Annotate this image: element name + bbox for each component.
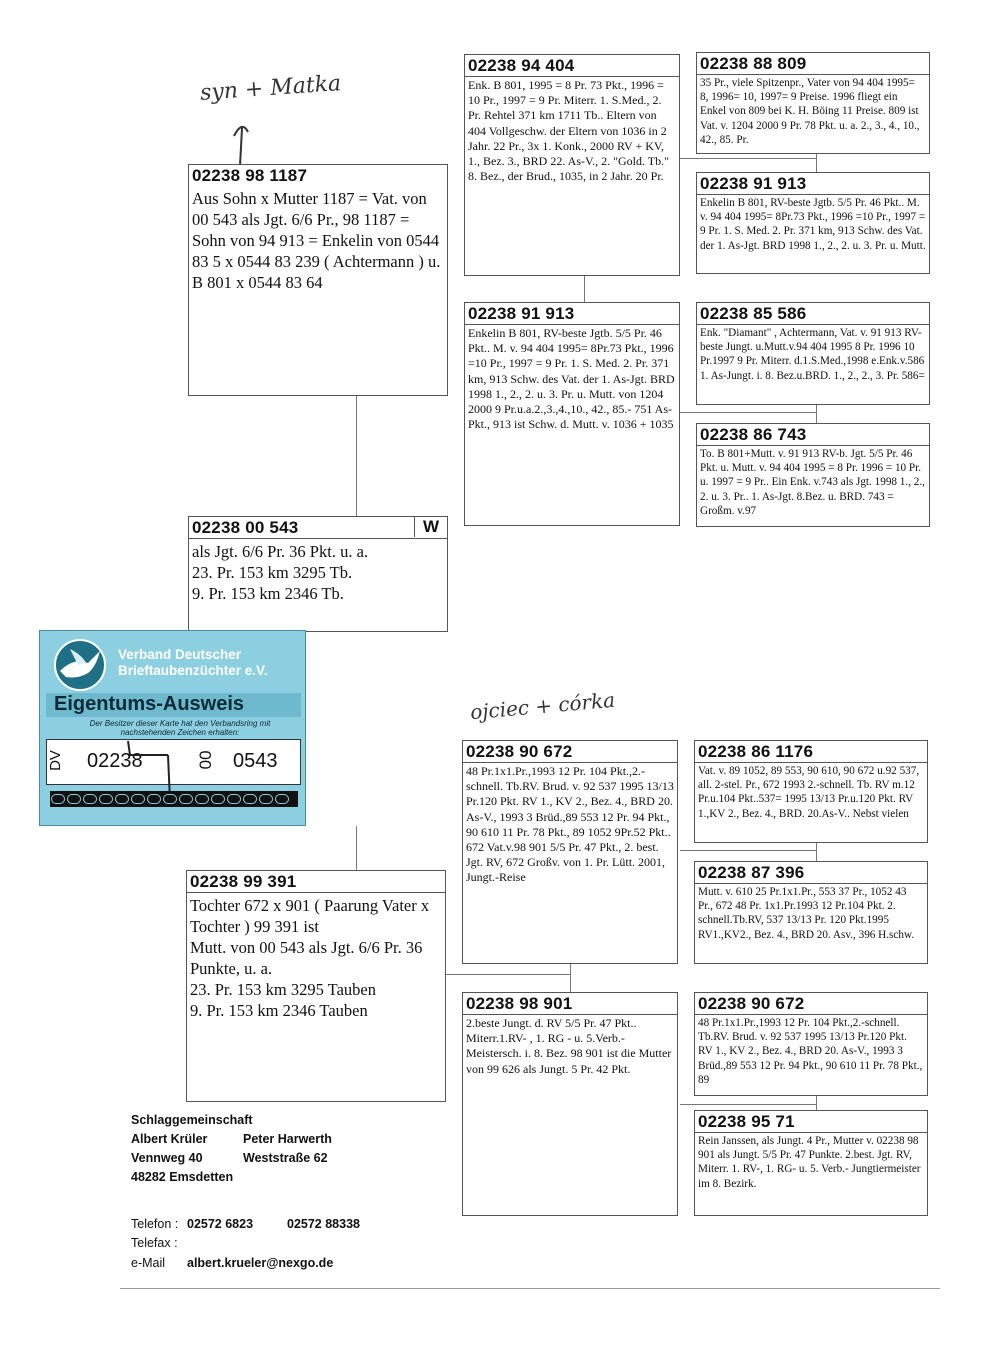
pedigree-sire-of-dam	[462, 740, 678, 964]
pedigree-dam-of-sire	[464, 302, 680, 526]
ring-number: 02238 91 913	[697, 173, 929, 195]
footer-fax-label: Telefax :	[131, 1236, 178, 1250]
footer-name-1: Albert Krüler	[131, 1132, 208, 1146]
pedigree-main-bird	[188, 164, 448, 396]
bird-description: Enk. "Diamant" , Achtermann, Vat. v. 91 913 RV-beste Jungt. u.Mutt.v.94 404 1995 8 Pr. 1996 10 Pr.1997 9 Pr. Miterr. d.1.S.Med.,1998 e.Enk.v.586 1. As-Jungt. i. 8. Bez.u.BRD. 1., 2., 2., 3. Pr. 586=	[700, 327, 925, 382]
bird-description: Aus Sohn x Mutter 1187 = Vat. von 00 543 als Jgt. 6/6 Pr., 98 1187 = Sohn von 94 913 = Enkelin von 0544 83 5 x 0544 83 239 ( Achtermann ) u. B 801 x 0544 83 64	[192, 189, 441, 292]
handwritten-arrow-icon	[228, 118, 258, 168]
sex-badge: W	[414, 517, 447, 537]
bird-description: Enk. B 801, 1995 = 8 Pr. 73 Pkt., 1996 = 10 Pr., 1997 = 9 Pr. Miterr. 1. S.Med., 2. Pr. Rehtel 371 km 1711 Tb.. Eltern von 404 Vollgeschw. der Eltern von 1036 in 2 Jahr. 22 Pr., 3x 1. Konk., 2000 RV + KV, 1., Bez. 3., BRD 22. As-V., 2. "Gold. Tb." 8. Bez., der Brud., 1035, in 2 Jahr. 20 Pr.	[468, 78, 670, 184]
bird-description: To. B 801+Mutt. v. 91 913 RV-b. Jgt. 5/5 Pr. 46 Pkt. u. Mutt. v. 94 404 1995 = 8 Pr. 1996 = 10 Pr. u. 1997 = 9 Pr.. Ein Enk. v.743 als Jgt. 1998 1., 2., 2. u. 3. Pr.. 1. As-Jgt. 8.Bez. u. BRD. 743 = Großm. v.97	[700, 448, 925, 517]
ring-number: 02238 87 396	[695, 862, 927, 884]
bird-description: Enkelin B 801, RV-beste Jgtb. 5/5 Pr. 46 Pkt.. M. v. 94 404 1995= 8Pr.73 Pkt., 1996 =10 Pr., 1997 = 9 Pr. 1. S. Med. 2. Pr. 371 km, 913 Schw. des Vat. der 1. As-Jgt. BRD 1998 1., 2., 2. u. 3. Pr. u. Mutt. von 1204 2000 9 Pr.u.a.2.,3.,4.,10., 42., 85.- 751 As-Pkt., 913 ist Schw. d. Mutt. v. 1036 + 1035	[468, 326, 675, 432]
pedigree-sire-of-sire	[464, 54, 680, 276]
connector-line	[816, 405, 817, 423]
bird-description: Vat. v. 89 1052, 89 553, 90 610, 90 672 u.92 537, all. 2-stel. Pr., 672 1993 2.-schnell. Tb. RV m.12 Pr.u.104 Pkt..537= 1995 13/13 Pr.u.120 Pkt. RV 1.,KV 2., Bez. 4., BRD. 20.As-V.. Nebst vielen	[698, 765, 920, 820]
bird-description: Mutt. v. 610 25 Pr.1x1.Pr., 553 37 Pr., 1052 43 Pr., 672 48 Pr. 1x1.Pr.1993 12 Pr.104 Pkt. 2. schnell.Tb.RV, 537 13/13 Pr. 120 Pkt.1995 RV1.,KV2., Bez. 4., BRD 20. Asv., 396 H.schw.	[698, 886, 915, 941]
ring-number: 02238 85 586	[697, 303, 929, 325]
connector-line	[446, 974, 570, 975]
pedigree-ancestor	[696, 302, 930, 405]
ring-number: 02238 90 672	[463, 741, 677, 763]
pedigree-ancestor	[696, 423, 930, 527]
bird-description: 2.beste Jungt. d. RV 5/5 Pr. 47 Pkt.. Miterr.1.RV- , 1. RG - u. 5.Verb.-Meistersch. i. 8. Bez. 98 901 ist die Mutter von 99 626 als Jungt. 5 Pr. 42 Pkt.	[466, 1016, 672, 1076]
card-subtitle: Der Besitzer dieser Karte hat den Verbandsring mit nachstehenden Zeichen erhalten:	[89, 719, 271, 737]
ring-number: 02238 99 391	[187, 871, 445, 893]
ring-number: 02238 90 672	[695, 993, 927, 1015]
bird-description: als Jgt. 6/6 Pr. 36 Pkt. u. a. 23. Pr. 153 km 3295 Tb. 9. Pr. 153 km 2346 Tb.	[192, 542, 369, 603]
ownership-card	[39, 630, 306, 826]
page-bottom-rule	[120, 1288, 940, 1289]
footer-street-2: Weststraße 62	[243, 1151, 328, 1165]
footer-phone-1: 02572 6823	[187, 1217, 254, 1231]
footer-city: 48282 Emsdetten	[131, 1170, 234, 1184]
ring-number: 02238 00 543	[189, 517, 447, 539]
connector-line	[680, 412, 816, 413]
bird-description: 35 Pr., viele Spitzenpr., Vater von 94 404 1995= 8, 1996= 10, 1997= 9 Preise. 1996 fliegt ein Enkel von 809 bei K. H. Böing 11 Preise. 809 ist Vat. v. 1204 2000 9 Pr. 78 Pkt. u. a. 2., 3., 4., 10., 42., 85. Pr.	[700, 77, 920, 146]
pedigree-ancestor	[694, 861, 928, 964]
ring-number: 02238 98 901	[463, 993, 677, 1015]
connector-line	[356, 826, 357, 870]
ring-number: 02238 86 743	[697, 424, 929, 446]
connector-line	[584, 276, 585, 302]
connector-line	[356, 396, 357, 516]
connector-line	[680, 1104, 816, 1105]
pedigree-sire	[188, 516, 448, 632]
handwritten-note-bottom: ojciec + córka	[469, 687, 616, 725]
connector-line	[680, 850, 816, 851]
ring-number: 02238 94 404	[465, 55, 679, 77]
pedigree-ancestor	[694, 992, 928, 1096]
footer-phone-label: Telefon :	[131, 1217, 179, 1231]
bird-description: Rein Janssen, als Jungt. 4 Pr., Mutter v. 02238 98 901 als Jungt. 5/5 Pr. 47 Punkte. 2.best. Jgt. RV, Miterr. 1. RV-, 1. RG- u. 5. Verb.- Jungtiermeister im 8. Bezirk.	[698, 1135, 921, 1190]
ring-number: 02238 95 71	[695, 1111, 927, 1133]
ring-club: 02238	[87, 750, 143, 772]
pedigree-ancestor	[694, 1110, 928, 1216]
ring-year: 00	[195, 750, 215, 770]
ring-number: 02238 91 913	[465, 303, 679, 325]
footer-name-2: Peter Harwerth	[243, 1132, 332, 1146]
connector-line	[816, 843, 817, 861]
bird-description: 48 Pr.1x1.Pr.,1993 12 Pr. 104 Pkt.,2.-schnell. Tb.RV. Brud. v. 92 537 1995 13/13 Pr.120 Pkt. RV 1., KV 2., Bez. 4., BRD 20. As-V., 1993 3 Brüd.,89 553 12 Pr. 94 Pkt., 90 610 11 Pr. 78 Pkt., 89	[698, 1017, 923, 1086]
footer-email[interactable]: albert.krueler@nexgo.de	[187, 1256, 334, 1270]
bird-description: Tochter 672 x 901 ( Paarung Vater x Tochter ) 99 391 ist Mutt. von 00 543 als Jgt. 6/6 Pr. 36 Punkte, u. a. 23. Pr. 153 km 3295 Tauben 9. Pr. 153 km 2346 Tauben	[190, 896, 430, 1020]
bird-description: 48 Pr.1x1.Pr.,1993 12 Pr. 104 Pkt.,2.-schnell. Tb.RV. Brud. v. 92 537 1995 13/13 Pr.120 Pkt. RV 1., KV 2., Bez. 4., BRD 20. As-V., 1993 3 Brüd.,89 553 12 Pr. 94 Pkt., 90 610 11 Pr. 78 Pkt., 89 1052 9Pr.52 Pkt.. 672 Vat.v.98 901 5/5 Pr. 47 Pkt., 2. best. Jgt. RV, 672 Großv. von 1. Pr. Lütt. 2001, Jungt.-Reise	[466, 764, 674, 885]
ring-prefix: DV	[46, 750, 64, 771]
pedigree-dam-of-dam	[462, 992, 678, 1216]
ring-number: 02238 98 1187	[192, 166, 308, 185]
connector-line	[816, 154, 817, 172]
footer-street-1: Vennweg 40	[131, 1151, 203, 1165]
footer-email-label: e-Mail	[131, 1256, 166, 1270]
footer-phone-2: 02572 88338	[287, 1217, 360, 1231]
dove-logo-icon	[48, 637, 114, 693]
card-title: Eigentums-Ausweis	[54, 693, 245, 715]
handwritten-note-top: syn + Matka	[199, 71, 342, 106]
ring-number: 02238 88 809	[697, 53, 929, 75]
decorative-pattern	[50, 791, 298, 807]
ring-number: 02238 86 1176	[695, 741, 927, 763]
pedigree-ancestor	[694, 740, 928, 843]
pedigree-ancestor	[696, 52, 930, 154]
pedigree-dam	[186, 870, 446, 1102]
ring-number-value: 0543	[233, 750, 278, 772]
pedigree-ancestor	[696, 172, 930, 274]
connector-line	[816, 1096, 817, 1110]
connector-line	[680, 158, 816, 159]
bird-description: Enkelin B 801, RV-beste Jgtb. 5/5 Pr. 46 Pkt.. M. v. 94 404 1995= 8Pr.73 Pkt., 1996 =10 Pr., 1997 = 9 Pr. 1. S. Med. 2. Pr. 371 km, 913 Schw. des Vat. der 1. As-Jgt. BRD 1998 1., 2., 2. u. 3. Pr. u. Mutt.	[700, 197, 926, 252]
footer-org: Schlaggemeinschaft	[131, 1113, 253, 1127]
card-org-name: Verband Deutscher Brieftaubenzüchter e.V.	[118, 647, 268, 678]
connector-line	[570, 964, 571, 992]
